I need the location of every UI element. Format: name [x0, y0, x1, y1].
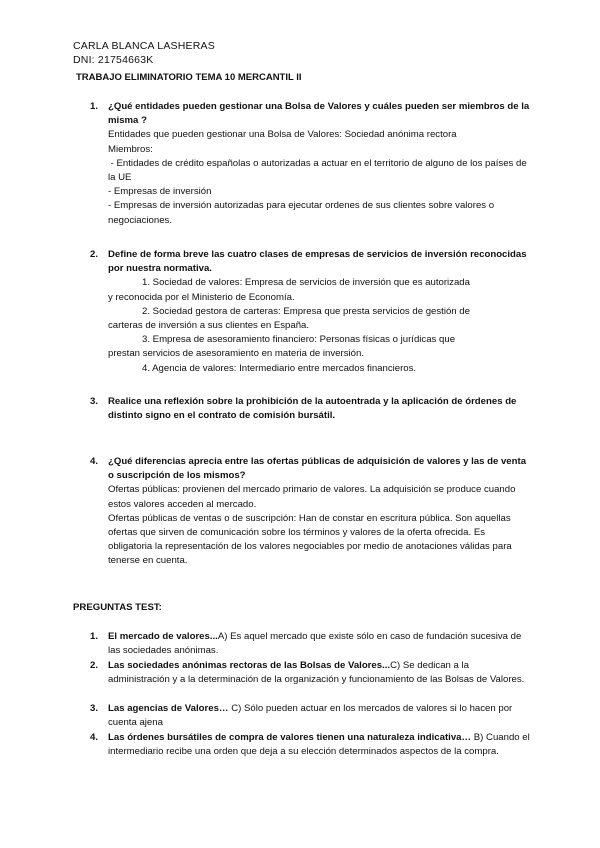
answer-line: - Empresas de inversión autorizadas para ejecutar ordenes de sus clientes sobre valores o negociaciones.	[108, 200, 495, 226]
question-heading: ¿Qué entidades pueden gestionar una Bolsa de Valores y cuáles pueden ser miembros de la misma ?	[108, 101, 530, 127]
test-item-answer: C) Sólo pueden actuar en los mercados de valores si lo hacen por cuenta ajena	[108, 703, 515, 729]
answer-paragraph: Ofertas públicas de ventas o de suscripción: Han de constar en escritura pública. Son aquellas ofertas que sirven de comunicación sobre los términos y valores de la oferta ofrecida. Es obligatoria la representación de los valores negociables por medio de anotaciones válidas para tenerse en cuenta.	[108, 512, 512, 567]
author-name: CARLA BLANCA LASHERAS	[73, 40, 215, 52]
list-item-rest: y reconocida por el Ministerio de Economía.	[108, 291, 295, 303]
list-item-lead: 2. Sociedad gestora de carteras: Empresa que presta servicios de gestión de	[142, 305, 470, 317]
question-heading: Realice una reflexión sobre la prohibición de la autoentrada y la aplicación de órdenes de distinto signo en el contrato de comisión bursátil.	[108, 396, 517, 422]
answer-line: - Entidades de crédito españolas o autorizadas a actuar en el territorio de alguno de los países de la UE	[108, 157, 530, 184]
test-item-number: 1.	[90, 631, 99, 642]
question-1	[90, 100, 530, 228]
question-heading: ¿Qué diferencias aprecia entre las ofertas públicas de adquisición de valores y las de venta o suscripción de los mismos?	[108, 456, 527, 482]
question-number: 1.	[90, 101, 99, 112]
test-item-3	[90, 702, 530, 730]
test-item-question: Las agencias de Valores…	[108, 703, 229, 714]
list-item-lead: 1. Sociedad de valores: Empresa de servicios de inversión que es autorizada	[142, 277, 470, 289]
test-section-title: PREGUNTAS TEST:	[73, 602, 162, 613]
answer-line: - Empresas de inversión	[108, 186, 212, 198]
question-2	[90, 248, 530, 376]
test-item-question: Las órdenes bursátiles de compra de valores tienen una naturaleza indicativa…	[108, 732, 472, 743]
question-3	[90, 395, 530, 423]
list-item-lead: 3. Empresa de asesoramiento financiero: Personas físicas o jurídicas que	[142, 334, 456, 346]
list-item-lead: 4. Agencia de valores: Intermediario entre mercados financieros.	[142, 362, 417, 374]
question-number: 2.	[90, 249, 99, 260]
list-item-rest: prestan servicios de asesoramiento en materia de inversión.	[108, 348, 364, 360]
list-item-rest: carteras de inversión a sus clientes en España.	[108, 320, 310, 332]
test-item-question: Las sociedades anónimas rectoras de las Bolsas de Valores...	[108, 660, 391, 671]
test-item-answer: B) Cuando el intermediario recibe una orden que deja a su elección determinados aspectos de la compra.	[108, 732, 533, 758]
question-4	[90, 455, 530, 569]
question-heading: Define de forma breve las cuatro clases de empresas de servicios de inversión reconocidas por nuestra normativa.	[108, 249, 527, 275]
test-item-question: El mercado de valores...	[108, 631, 218, 642]
test-item-answer: A) Es aquel mercado que existe sólo en caso de fundación sucesiva de las sociedades anónimas.	[108, 631, 522, 657]
test-item-1	[90, 630, 530, 658]
question-number: 4.	[90, 456, 99, 467]
test-item-number: 2.	[90, 660, 99, 671]
author-dni: DNI: 21754663K	[73, 54, 154, 66]
question-number: 3.	[90, 396, 99, 407]
document-title: TRABAJO ELIMINATORIO TEMA 10 MERCANTIL II	[76, 72, 302, 83]
answer-line: Entidades que pueden gestionar una Bolsa de Valores: Sociedad anónima rectora	[108, 129, 457, 141]
answer-line: Miembros:	[108, 143, 153, 155]
test-item-answer: C) Se dedican a la administración y a la determinación de la organización y funcionamiento de las Bolsas de Valores.	[108, 660, 525, 686]
test-item-4	[90, 731, 533, 759]
test-item-number: 4.	[90, 732, 99, 743]
test-item-2	[90, 659, 530, 687]
answer-paragraph: Ofertas públicas: provienen del mercado primario de valores. La adquisición se produce cuando estos valores acceden al mercado.	[108, 484, 516, 510]
test-item-number: 3.	[90, 703, 99, 714]
